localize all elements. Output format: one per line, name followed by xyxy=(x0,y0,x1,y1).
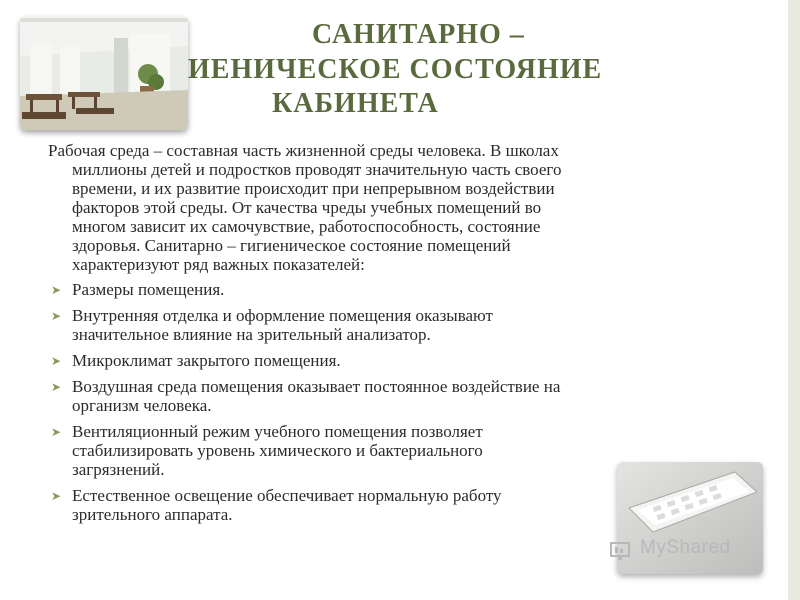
intro-line: времени, и их развитие происходит при непрерывном воздействии xyxy=(72,179,555,198)
intro-line: миллионы детей и подростков проводят значительную часть своего xyxy=(72,160,562,179)
classroom-photo xyxy=(20,16,188,130)
arrow-right-icon: ➤ xyxy=(51,283,62,297)
intro-line: многом зависит их самочувствие, работоспособность, состояние xyxy=(72,217,541,236)
indicator-list xyxy=(48,280,693,524)
intro-line: Рабочая среда – составная часть жизненной среды человека. В школах xyxy=(48,141,559,160)
arrow-right-icon: ➤ xyxy=(51,489,62,503)
arrow-right-icon: ➤ xyxy=(51,425,62,439)
list-item: ➤ Микроклимат закрытого помещения. xyxy=(51,351,341,370)
title-line-3: КАБИНЕТА xyxy=(272,88,439,119)
myshared-logo-icon xyxy=(609,540,639,562)
intro-line: здоровья. Санитарно – гигиеническое состояние помещений xyxy=(72,236,511,255)
intro-line: факторов этой среды. От качества чреды учебных помещений во xyxy=(72,198,542,217)
list-item: ➤ Вентиляционный режим учебного помещения позволяет стабилизировать уровень химического и бактериального загрязнений. xyxy=(51,422,483,479)
list-item: ➤ Воздушная среда помещения оказывает постоянное воздействие на организм человека. xyxy=(51,377,561,415)
arrow-right-icon: ➤ xyxy=(51,354,62,368)
watermark: MyShared xyxy=(640,537,731,558)
list-item: ➤ Естественное освещение обеспечивает нормальную работу зрительного аппарата. xyxy=(51,486,502,524)
body-text xyxy=(48,141,693,531)
arrow-right-icon: ➤ xyxy=(51,380,62,394)
intro-line: характеризуют ряд важных показателей: xyxy=(72,255,365,274)
intro-paragraph xyxy=(48,141,693,274)
list-item: ➤ Внутренняя отделка и оформление помещения оказывают значительное влияние на зрительный анализатор. xyxy=(51,306,493,344)
list-item: ➤ Размеры помещения. xyxy=(51,280,225,299)
title-line-2: ИЕНИЧЕСКОЕ СОСТОЯНИЕ xyxy=(188,54,603,85)
arrow-right-icon: ➤ xyxy=(51,309,62,323)
side-decoration-bar xyxy=(788,0,800,600)
title-line-1: САНИТАРНО – xyxy=(312,19,525,50)
